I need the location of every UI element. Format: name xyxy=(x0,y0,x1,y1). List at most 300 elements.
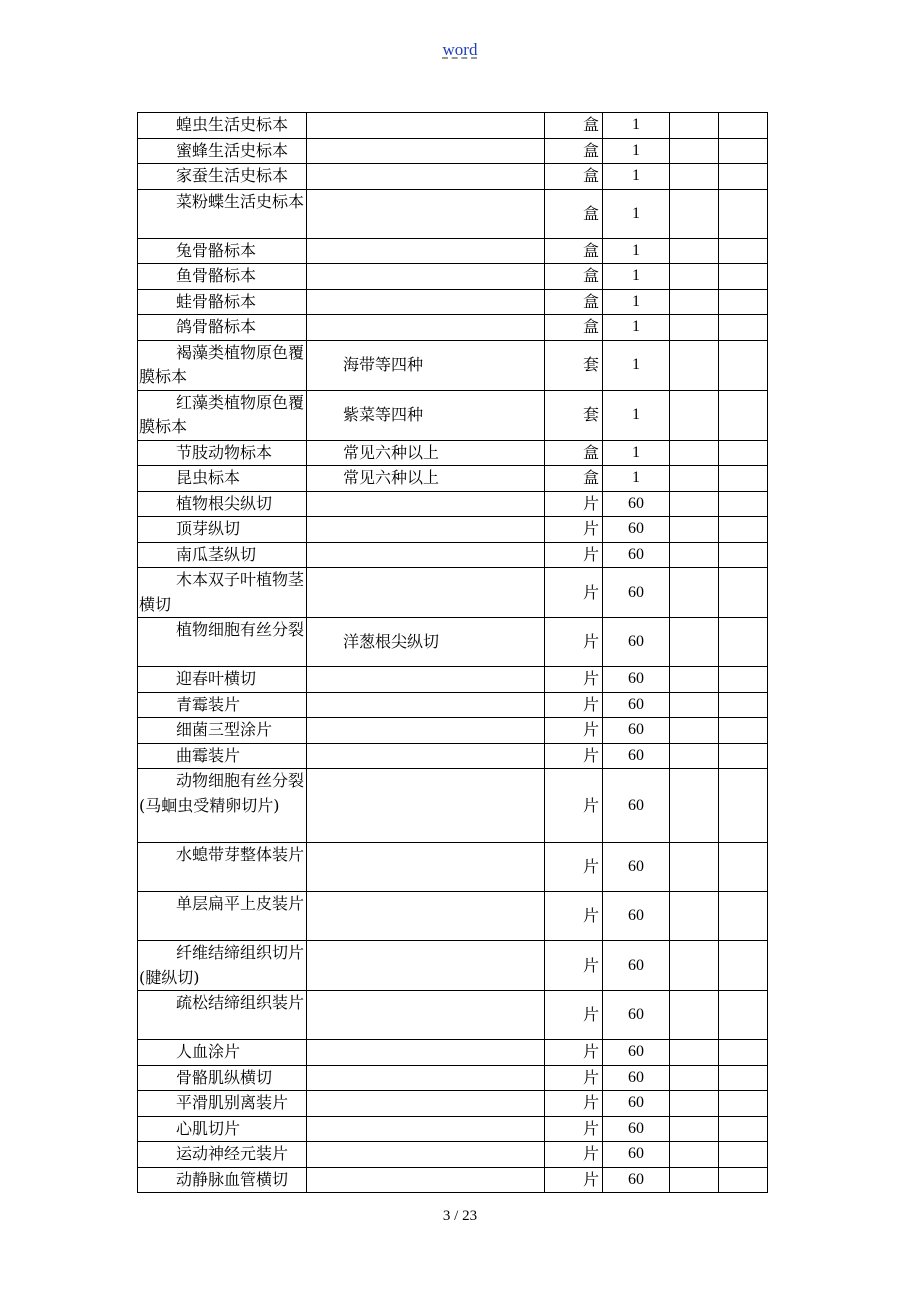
empty-cell-2 xyxy=(719,718,768,744)
table-row xyxy=(138,264,768,290)
item-name-text: 兔骨骼标本 xyxy=(176,240,257,260)
empty-cell-2 xyxy=(719,1040,768,1066)
empty-cell-1 xyxy=(670,238,719,264)
item-name-cell xyxy=(138,991,307,1040)
item-unit-cell xyxy=(545,315,603,341)
item-qty-cell xyxy=(603,138,670,164)
item-unit-text: 片 xyxy=(582,544,599,564)
item-spec-text: 海带等四种 xyxy=(343,355,424,374)
item-spec-text: 紫菜等四种 xyxy=(343,405,424,424)
item-unit-cell xyxy=(545,1116,603,1142)
empty-cell-2 xyxy=(719,1142,768,1168)
item-spec-text: 洋葱根尖纵切 xyxy=(343,632,440,651)
item-spec-cell xyxy=(307,991,545,1040)
item-qty-cell xyxy=(603,189,670,238)
table-row xyxy=(138,491,768,517)
item-qty-text: 60 xyxy=(628,746,644,764)
item-name-text: 褐藻类植物原色覆膜标本 xyxy=(139,342,305,386)
empty-cell-1 xyxy=(670,466,719,492)
table-body xyxy=(138,113,768,1193)
empty-cell-2 xyxy=(719,667,768,693)
item-qty-cell xyxy=(603,315,670,341)
item-name-cell xyxy=(138,1065,307,1091)
item-qty-text: 60 xyxy=(628,721,644,739)
item-spec-cell xyxy=(307,264,545,290)
item-qty-text: 60 xyxy=(628,858,644,875)
item-name-text: 节肢动物标本 xyxy=(176,442,273,462)
item-qty-cell xyxy=(603,1116,670,1142)
table-row xyxy=(138,315,768,341)
item-unit-cell xyxy=(545,667,603,693)
empty-cell-1 xyxy=(670,315,719,341)
table-row xyxy=(138,941,768,991)
empty-cell-1 xyxy=(670,692,719,718)
item-name-cell xyxy=(138,892,307,941)
item-name-cell xyxy=(138,340,307,390)
table-row xyxy=(138,1142,768,1168)
item-unit-cell xyxy=(545,113,603,139)
item-spec-cell xyxy=(307,440,545,466)
item-unit-cell xyxy=(545,1167,603,1193)
empty-cell-1 xyxy=(670,440,719,466)
item-spec-cell xyxy=(307,1142,545,1168)
item-name-text: 平滑肌别离装片 xyxy=(176,1093,289,1112)
item-spec-text: 常见六种以上 xyxy=(343,468,440,488)
header-word-link[interactable] xyxy=(0,40,920,60)
item-spec-cell xyxy=(307,568,545,618)
empty-cell-2 xyxy=(719,440,768,466)
item-qty-cell xyxy=(603,289,670,315)
empty-cell-2 xyxy=(719,264,768,290)
item-qty-cell xyxy=(603,340,670,390)
item-qty-cell xyxy=(603,264,670,290)
table-row xyxy=(138,238,768,264)
item-name-text: 迎春叶横切 xyxy=(176,669,257,688)
item-unit-text: 片 xyxy=(582,1093,599,1113)
empty-cell-1 xyxy=(670,568,719,618)
table-row xyxy=(138,390,768,440)
item-spec-cell xyxy=(307,238,545,264)
item-name-text: 水螅带芽整体装片 xyxy=(176,845,305,864)
item-name-cell xyxy=(138,466,307,492)
item-spec-cell xyxy=(307,1116,545,1142)
item-qty-cell xyxy=(603,718,670,744)
item-name-cell xyxy=(138,264,307,290)
item-unit-text: 片 xyxy=(582,1005,599,1024)
item-name-text: 蜜蜂生活史标本 xyxy=(176,140,289,160)
item-name-text: 鸽骨骼标本 xyxy=(176,317,257,336)
item-unit-text: 盒 xyxy=(582,140,599,160)
empty-cell-1 xyxy=(670,1040,719,1066)
item-name-cell xyxy=(138,315,307,341)
empty-cell-2 xyxy=(719,238,768,264)
item-qty-cell xyxy=(603,568,670,618)
empty-cell-1 xyxy=(670,264,719,290)
item-qty-cell xyxy=(603,941,670,991)
item-qty-cell xyxy=(603,667,670,693)
item-qty-text: 60 xyxy=(628,633,644,650)
empty-cell-2 xyxy=(719,390,768,440)
empty-cell-1 xyxy=(670,517,719,543)
item-name-cell xyxy=(138,113,307,139)
item-spec-cell xyxy=(307,517,545,543)
empty-cell-2 xyxy=(719,340,768,390)
item-unit-cell xyxy=(545,440,603,466)
item-unit-cell xyxy=(545,1065,603,1091)
item-qty-text: 60 xyxy=(628,1094,644,1112)
empty-cell-2 xyxy=(719,315,768,341)
item-unit-cell xyxy=(545,568,603,618)
item-qty-text: 1 xyxy=(632,406,640,423)
empty-cell-1 xyxy=(670,340,719,390)
item-unit-text: 片 xyxy=(582,632,599,651)
item-spec-cell xyxy=(307,769,545,843)
item-qty-text: 1 xyxy=(632,204,640,222)
item-qty-text: 1 xyxy=(632,116,640,134)
item-name-text: 植物细胞有丝分裂 xyxy=(176,620,305,639)
table-row xyxy=(138,138,768,164)
item-qty-text: 1 xyxy=(632,443,640,461)
item-qty-text: 1 xyxy=(632,356,640,373)
item-name-text: 运动神经元装片 xyxy=(176,1144,289,1163)
item-name-cell xyxy=(138,718,307,744)
item-unit-text: 片 xyxy=(582,857,599,876)
item-name-text: 蛙骨骼标本 xyxy=(176,291,257,311)
empty-cell-2 xyxy=(719,189,768,238)
item-unit-cell xyxy=(545,138,603,164)
item-qty-text: 1 xyxy=(632,318,640,336)
table-row xyxy=(138,466,768,492)
empty-cell-1 xyxy=(670,491,719,517)
item-unit-cell xyxy=(545,238,603,264)
item-spec-cell xyxy=(307,289,545,315)
empty-cell-2 xyxy=(719,113,768,139)
item-unit-cell xyxy=(545,340,603,390)
item-unit-cell xyxy=(545,189,603,238)
item-qty-cell xyxy=(603,991,670,1040)
table-row xyxy=(138,289,768,315)
item-unit-cell xyxy=(545,289,603,315)
item-name-text: 家蚕生活史标本 xyxy=(176,166,289,185)
item-unit-text: 片 xyxy=(582,669,599,689)
item-qty-cell xyxy=(603,113,670,139)
empty-cell-1 xyxy=(670,1116,719,1142)
empty-cell-1 xyxy=(670,138,719,164)
item-qty-text: 60 xyxy=(628,1170,644,1188)
table-row xyxy=(138,568,768,618)
item-qty-text: 1 xyxy=(632,167,640,185)
item-qty-cell xyxy=(603,1065,670,1091)
item-spec-cell xyxy=(307,138,545,164)
table-row xyxy=(138,667,768,693)
item-qty-text: 60 xyxy=(628,583,644,601)
item-name-cell xyxy=(138,568,307,618)
item-spec-cell xyxy=(307,466,545,492)
item-name-text: 疏松结缔组织装片 xyxy=(176,993,305,1012)
item-name-text: 青霉装片 xyxy=(176,694,241,714)
item-name-text: 骨骼肌纵横切 xyxy=(176,1067,273,1087)
item-qty-text: 60 xyxy=(628,494,644,512)
item-unit-cell xyxy=(545,618,603,667)
empty-cell-2 xyxy=(719,618,768,667)
item-name-text: 菜粉蝶生活史标本 xyxy=(176,191,305,211)
empty-cell-2 xyxy=(719,517,768,543)
item-qty-cell xyxy=(603,1142,670,1168)
table-row xyxy=(138,618,768,667)
item-qty-text: 60 xyxy=(628,1068,644,1086)
item-spec-cell xyxy=(307,315,545,341)
inventory-table xyxy=(137,112,768,1193)
table-row xyxy=(138,164,768,190)
item-unit-cell xyxy=(545,692,603,718)
item-unit-cell xyxy=(545,769,603,843)
empty-cell-1 xyxy=(670,1091,719,1117)
item-qty-text: 1 xyxy=(632,141,640,159)
item-unit-text: 盒 xyxy=(582,115,599,135)
item-unit-text: 片 xyxy=(582,1042,599,1062)
item-qty-text: 1 xyxy=(632,469,640,487)
table-row xyxy=(138,692,768,718)
item-qty-cell xyxy=(603,466,670,492)
empty-cell-2 xyxy=(719,542,768,568)
item-name-cell xyxy=(138,1142,307,1168)
item-qty-cell xyxy=(603,1167,670,1193)
empty-cell-2 xyxy=(719,1091,768,1117)
header-link-text[interactable]: word xyxy=(442,40,478,59)
table-row xyxy=(138,1091,768,1117)
item-name-text: 动物细胞有丝分裂(马蛔虫受精卵切片) xyxy=(139,771,305,815)
empty-cell-2 xyxy=(719,769,768,843)
item-qty-text: 60 xyxy=(628,545,644,563)
item-spec-cell xyxy=(307,892,545,941)
item-unit-cell xyxy=(545,1040,603,1066)
item-qty-text: 1 xyxy=(632,292,640,310)
item-qty-text: 1 xyxy=(632,241,640,259)
item-qty-text: 60 xyxy=(628,670,644,688)
table-row xyxy=(138,1167,768,1193)
item-unit-text: 盒 xyxy=(582,317,599,337)
item-unit-text: 片 xyxy=(582,1067,599,1087)
empty-cell-2 xyxy=(719,568,768,618)
item-name-cell xyxy=(138,289,307,315)
item-qty-text: 60 xyxy=(628,695,644,713)
item-unit-text: 片 xyxy=(582,906,599,925)
empty-cell-2 xyxy=(719,941,768,991)
item-unit-cell xyxy=(545,264,603,290)
table-row xyxy=(138,517,768,543)
empty-cell-2 xyxy=(719,991,768,1040)
item-name-text: 细菌三型涂片 xyxy=(176,720,273,739)
item-name-text: 曲霉装片 xyxy=(176,745,241,765)
item-spec-cell xyxy=(307,843,545,892)
item-qty-cell xyxy=(603,517,670,543)
item-unit-cell xyxy=(545,390,603,440)
item-qty-cell xyxy=(603,769,670,843)
item-spec-cell xyxy=(307,542,545,568)
item-name-text: 人血涂片 xyxy=(176,1042,241,1061)
empty-cell-2 xyxy=(719,491,768,517)
item-qty-cell xyxy=(603,440,670,466)
table-row xyxy=(138,718,768,744)
item-spec-cell xyxy=(307,667,545,693)
item-unit-cell xyxy=(545,164,603,190)
empty-cell-1 xyxy=(670,113,719,139)
item-spec-cell xyxy=(307,113,545,139)
item-unit-text: 片 xyxy=(582,795,599,815)
item-qty-cell xyxy=(603,892,670,941)
empty-cell-2 xyxy=(719,164,768,190)
item-name-text: 植物根尖纵切 xyxy=(176,493,273,513)
table-row xyxy=(138,743,768,769)
table-row xyxy=(138,769,768,843)
item-unit-text: 片 xyxy=(582,745,599,765)
item-qty-text: 60 xyxy=(628,1119,644,1137)
item-name-text: 顶芽纵切 xyxy=(176,519,241,538)
empty-cell-1 xyxy=(670,618,719,667)
item-name-text: 蝗虫生活史标本 xyxy=(176,115,289,134)
table-row xyxy=(138,892,768,941)
item-qty-text: 60 xyxy=(628,956,644,974)
table-row xyxy=(138,542,768,568)
item-unit-text: 片 xyxy=(582,519,599,539)
item-name-cell xyxy=(138,1116,307,1142)
item-unit-text: 片 xyxy=(582,582,599,602)
empty-cell-1 xyxy=(670,667,719,693)
table-row xyxy=(138,1116,768,1142)
item-qty-cell xyxy=(603,1091,670,1117)
empty-cell-2 xyxy=(719,1065,768,1091)
item-name-cell xyxy=(138,1091,307,1117)
empty-cell-2 xyxy=(719,843,768,892)
item-unit-text: 盒 xyxy=(582,291,599,311)
table-row xyxy=(138,1065,768,1091)
empty-cell-1 xyxy=(670,892,719,941)
item-name-cell xyxy=(138,440,307,466)
page-number: 3 / 23 xyxy=(442,1208,478,1224)
item-unit-cell xyxy=(545,892,603,941)
table-row xyxy=(138,843,768,892)
empty-cell-1 xyxy=(670,718,719,744)
item-qty-text: 60 xyxy=(628,907,644,924)
empty-cell-1 xyxy=(670,991,719,1040)
empty-cell-1 xyxy=(670,289,719,315)
empty-cell-1 xyxy=(670,769,719,843)
item-name-cell xyxy=(138,1167,307,1193)
item-unit-cell xyxy=(545,1091,603,1117)
item-unit-text: 片 xyxy=(582,1118,599,1138)
item-spec-cell xyxy=(307,1091,545,1117)
item-name-text: 动静脉血管横切 xyxy=(176,1169,289,1189)
item-unit-text: 片 xyxy=(582,720,599,740)
item-name-text: 单层扁平上皮装片 xyxy=(176,894,305,913)
item-name-text: 纤维结缔组织切片(腱纵切) xyxy=(139,943,305,987)
item-unit-text: 盒 xyxy=(582,468,599,488)
item-qty-cell xyxy=(603,843,670,892)
empty-cell-1 xyxy=(670,164,719,190)
empty-cell-2 xyxy=(719,743,768,769)
item-unit-cell xyxy=(545,843,603,892)
empty-cell-1 xyxy=(670,1142,719,1168)
empty-cell-2 xyxy=(719,892,768,941)
item-name-cell xyxy=(138,843,307,892)
item-spec-cell xyxy=(307,743,545,769)
empty-cell-1 xyxy=(670,941,719,991)
item-unit-text: 盒 xyxy=(582,166,599,186)
empty-cell-2 xyxy=(719,1167,768,1193)
table-row xyxy=(138,991,768,1040)
item-spec-text: 常见六种以上 xyxy=(343,442,440,462)
item-qty-cell xyxy=(603,390,670,440)
item-unit-cell xyxy=(545,743,603,769)
item-unit-text: 盒 xyxy=(582,266,599,286)
item-spec-cell xyxy=(307,1040,545,1066)
item-spec-cell xyxy=(307,189,545,238)
table-row xyxy=(138,340,768,390)
table-row xyxy=(138,189,768,238)
item-unit-cell xyxy=(545,517,603,543)
item-unit-cell xyxy=(545,491,603,517)
empty-cell-1 xyxy=(670,743,719,769)
empty-cell-1 xyxy=(670,1167,719,1193)
item-qty-text: 60 xyxy=(628,796,644,814)
item-name-cell xyxy=(138,542,307,568)
empty-cell-1 xyxy=(670,1065,719,1091)
table-row xyxy=(138,113,768,139)
empty-cell-2 xyxy=(719,138,768,164)
item-name-text: 南瓜茎纵切 xyxy=(176,544,257,564)
item-qty-cell xyxy=(603,1040,670,1066)
item-unit-cell xyxy=(545,542,603,568)
item-qty-text: 60 xyxy=(628,1043,644,1061)
item-name-cell xyxy=(138,618,307,667)
item-unit-text: 套 xyxy=(582,355,599,374)
item-qty-text: 1 xyxy=(632,267,640,285)
item-name-cell xyxy=(138,692,307,718)
item-spec-cell xyxy=(307,718,545,744)
item-qty-text: 60 xyxy=(628,1006,644,1023)
item-spec-cell xyxy=(307,1065,545,1091)
item-name-cell xyxy=(138,1040,307,1066)
item-name-cell xyxy=(138,491,307,517)
item-qty-cell xyxy=(603,238,670,264)
item-qty-cell xyxy=(603,164,670,190)
item-unit-cell xyxy=(545,991,603,1040)
empty-cell-2 xyxy=(719,1116,768,1142)
empty-cell-2 xyxy=(719,692,768,718)
item-spec-cell xyxy=(307,618,545,667)
item-spec-cell xyxy=(307,692,545,718)
item-name-cell xyxy=(138,667,307,693)
table-row xyxy=(138,440,768,466)
item-name-cell xyxy=(138,138,307,164)
item-spec-cell xyxy=(307,1167,545,1193)
item-unit-text: 套 xyxy=(582,405,599,424)
item-name-cell xyxy=(138,517,307,543)
item-unit-text: 片 xyxy=(582,955,599,975)
item-name-cell xyxy=(138,164,307,190)
empty-cell-1 xyxy=(670,189,719,238)
item-unit-cell xyxy=(545,466,603,492)
item-qty-cell xyxy=(603,542,670,568)
item-unit-cell xyxy=(545,1142,603,1168)
item-unit-text: 盒 xyxy=(582,240,599,260)
item-name-cell xyxy=(138,390,307,440)
item-name-text: 红藻类植物原色覆膜标本 xyxy=(139,392,305,436)
item-unit-cell xyxy=(545,941,603,991)
item-unit-text: 片 xyxy=(582,1144,599,1164)
item-name-cell xyxy=(138,238,307,264)
item-name-cell xyxy=(138,189,307,238)
